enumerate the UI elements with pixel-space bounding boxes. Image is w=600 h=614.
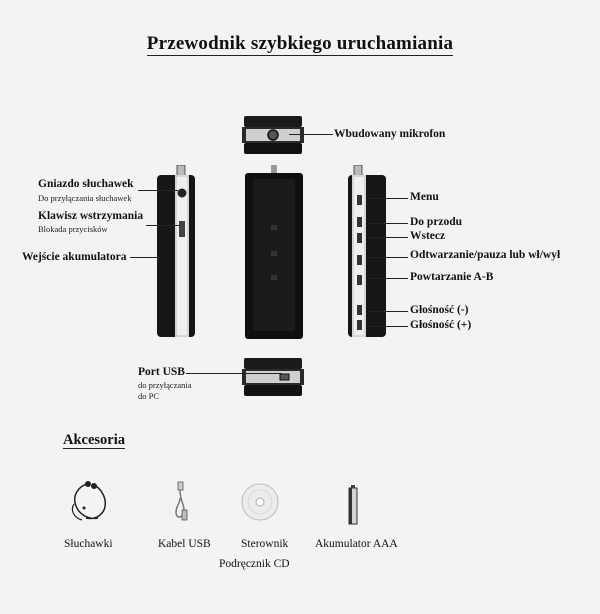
device-front-view — [243, 165, 305, 341]
repeat-ab-label: Powtarzanie A-B — [410, 271, 494, 283]
accessories-heading-text: Akcesoria — [63, 432, 126, 448]
forward-leader-line — [368, 223, 408, 224]
hold-key-sublabel: Blokada przycisków — [38, 224, 108, 234]
usb-port-label: Port USB — [138, 366, 185, 378]
accessory-battery-label: Akumulator AAA — [315, 538, 398, 550]
battery-input-label: Wejście akumulatora — [22, 251, 127, 263]
usb-cable-icon — [170, 480, 192, 526]
headphone-jack-leader-line — [138, 190, 178, 191]
forward-label: Do przodu — [410, 216, 463, 228]
repeat-ab-leader-line — [368, 278, 408, 279]
device-left-side-view — [155, 165, 197, 341]
mic-label: Wbudowany mikrofon — [334, 128, 446, 140]
accessory-earphones-label: Słuchawki — [64, 538, 113, 550]
play-pause-label: Odtwarzanie/pauza lub wł/wył — [410, 249, 561, 261]
back-label: Wstecz — [410, 230, 446, 242]
headphone-jack-sublabel: Do przyłączania słuchawek — [38, 193, 132, 203]
accessory-usb-cable-label: Kabel USB — [158, 538, 211, 550]
play-pause-leader-line — [368, 257, 408, 258]
accessories-heading — [63, 432, 125, 449]
vol-plus-leader-line — [368, 326, 408, 327]
device-top-view — [242, 114, 304, 156]
back-leader-line — [368, 237, 408, 238]
mic-leader-line — [289, 134, 333, 135]
cd-icon — [240, 482, 280, 522]
battery-input-leader-line — [130, 257, 158, 258]
headphone-jack-label: Gniazdo słuchawek — [38, 178, 134, 190]
usb-port-leader-line — [186, 373, 282, 374]
menu-label: Menu — [410, 191, 439, 203]
battery-icon — [347, 485, 359, 525]
accessory-cd-manual-label: Podręcznik CD — [219, 558, 290, 570]
device-bottom-view — [242, 356, 304, 398]
hold-key-label: Klawisz wstrzymania — [38, 210, 144, 222]
vol-minus-leader-line — [368, 311, 408, 312]
device-right-side-view — [346, 165, 388, 341]
menu-leader-line — [368, 198, 408, 199]
earphones-icon — [66, 478, 114, 526]
page-title — [0, 33, 600, 55]
usb-port-sublabel-2: do PC — [138, 391, 160, 401]
page-title-text: Przewodnik szybkiego uruchamiania — [146, 33, 454, 54]
accessory-driver-label: Sterownik — [241, 538, 289, 550]
vol-plus-label: Głośność (+) — [410, 319, 472, 331]
usb-port-sublabel-1: do przyłączania — [138, 380, 192, 390]
hold-key-leader-line — [146, 225, 180, 226]
vol-minus-label: Głośność (-) — [410, 304, 469, 316]
